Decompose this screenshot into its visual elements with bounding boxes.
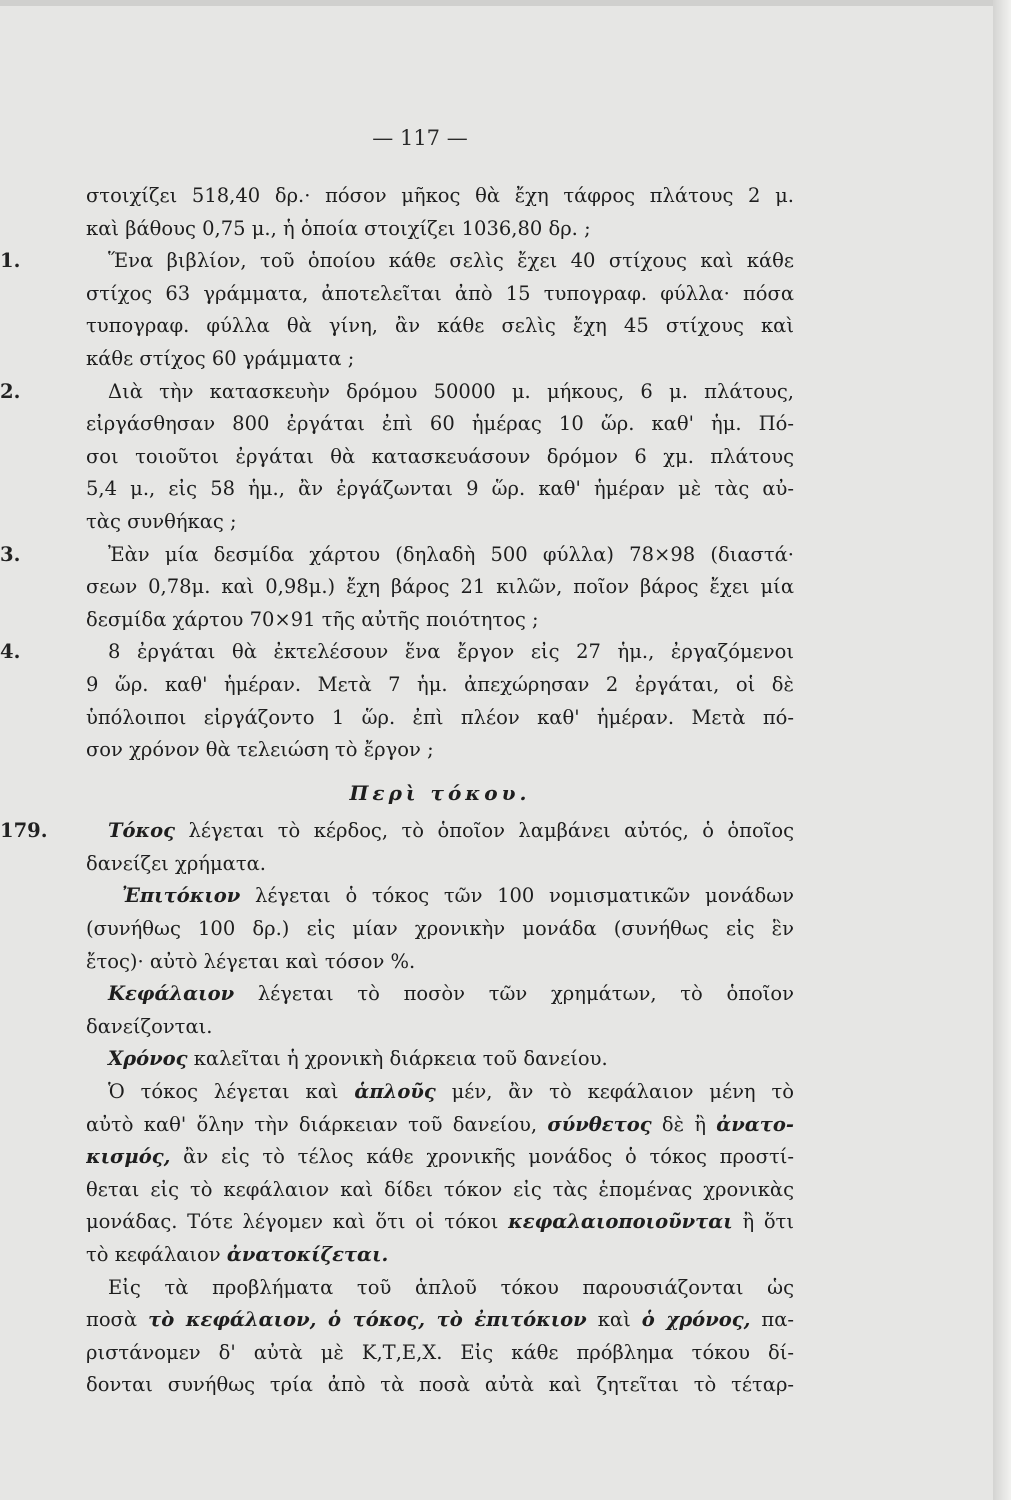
text-line: ὑπόλοιποι εἰργάζοντο 1 ὥρ. ἐπὶ πλέον καθ' ἡμέραν. Μετὰ πό- [86,705,794,729]
text-line [86,815,794,848]
text-line [86,978,794,1011]
text-line [86,1043,794,1076]
text-line: ριστάνομεν δ' αὐτὰ μὲ Κ,Τ,Ε,Χ. Εἰς κάθε πρόβλημα τόκου δί- [86,1340,794,1364]
text-span: δὲ ἢ [661,1112,706,1136]
text-line: τυπογραφ. φύλλα θὰ γίνη, ἂν κάθε σελὶς ἔχη 45 στίχους καὶ [86,314,794,338]
term-epitokion: Ἐπιτόκιον [122,884,241,908]
text-line: εἰργάσθησαν 800 ἐργάται ἐπὶ 60 ἡμέρας 10 ὥρ. καθ' ἡμ. Πό- [86,412,794,436]
term-chronos-inline: ὁ χρόνος, [641,1308,751,1332]
term-kefalaion: Κεφάλαιον [108,982,235,1006]
text-span: Ὁ τόκος λέγεται καὶ [108,1080,339,1104]
text-line: δονται συνήθως τρία ἀπὸ τὰ ποσὰ αὐτὰ καὶ ζητεῖται τὸ τέταρ- [86,1373,794,1397]
text-line: 8 ἐργάται θὰ ἐκτελέσουν ἕνα ἔργον εἰς 27 ἡμ., ἐργαζόμενοι [108,640,794,664]
term-tokos: Τόκος [108,819,176,843]
term-anatokismos: ἀνατο- [716,1112,794,1136]
problem-number: 2. [0,379,21,403]
text-line: (συνήθως 100 δρ.) εἰς μίαν χρονικὴν μονάδα (συνήθως εἰς ἓν [86,917,794,941]
term-aplous: ἁπλοῦς [354,1080,436,1104]
text-line [86,1206,794,1239]
text-line: σον χρόνον θὰ τελειώση τὸ ἔργον ; [86,738,434,762]
page-right-edge [993,0,1011,1500]
term-anatokizetai: ἀνατοκίζεται. [226,1243,389,1266]
text-line: καὶ βάθους 0,75 μ., ἡ ὁποία στοιχίζει 1036,80 δρ. ; [86,216,591,240]
text-line: 5,4 μ., εἰς 58 ἡμ., ἂν ἐργάζωνται 9 ὥρ. καθ' ἡμέραν μὲ τὰς αὐ- [86,477,794,501]
term-kefalaiopoiountai: κεφαλαιοποιοῦνται [508,1210,733,1234]
text-line [86,1304,794,1337]
text-span: μέν, ἂν τὸ κεφάλαιον μένη τὸ [451,1080,794,1104]
text-line [86,1239,794,1272]
text-line: δανείζει χρήματα. [86,851,266,875]
text-line: Διὰ τὴν κατασκευὴν δρόμου 50000 μ. μήκους, 6 μ. πλάτους, [108,379,794,403]
problem-1 [0,245,794,375]
problem-2 [0,376,794,539]
term-synthetos: σύνθετος [547,1112,652,1136]
problem-3 [0,539,794,637]
text-line: Ἕνα βιβλίον, τοῦ ὁποίου κάθε σελὶς ἔχει 40 στίχους καὶ κάθε [108,249,794,273]
text-line: κάθε στίχος 60 γράμματα ; [86,346,355,370]
text-line: δανείζονται. [86,1014,213,1038]
term-anatokismos-cont: κισμός, [86,1145,171,1169]
page-number: — 117 — [372,126,468,150]
text-span: ποσὰ [86,1308,138,1332]
text-span: μονάδας. Τότε λέγομεν καὶ ὅτι οἱ τόκοι [86,1210,499,1234]
text-span: πα- [761,1308,794,1332]
text-line: τὰς συνθήκας ; [86,509,237,533]
section-heading: Περὶ τόκου. [349,780,531,805]
page-content [0,180,794,1402]
problem-number: 3. [0,542,21,566]
text-span: καλεῖται ἡ χρονικὴ διάρκεια τοῦ δανείου. [193,1047,608,1071]
text-line: Εἰς τὰ προβλήματα τοῦ ἁπλοῦ τόκου παρουσιάζονται ὡς [108,1275,794,1299]
page-top-edge [0,0,1011,6]
text-line [86,1076,794,1109]
text-span: ἢ ὅτι [742,1210,794,1234]
text-span: καὶ [597,1308,631,1332]
text-span: λέγεται τὸ κέρδος, τὸ ὁποῖον λαμβάνει αὐτός, ὁ ὁποῖος [188,819,794,843]
text-line: θεται εἰς τὸ κεφάλαιον καὶ δίδει τόκον εἰς τὰς ἑπομένας χρονικὰς [86,1177,794,1201]
text-line: σεων 0,78μ. καὶ 0,98μ.) ἔχη βάρος 21 κιλῶν, ποῖον βάρος ἔχει μία [86,575,794,599]
section-179 [0,815,794,1402]
text-line [86,1141,794,1174]
text-line [86,880,794,913]
term-quantities: τὸ κεφάλαιον, ὁ τόκος, τὸ ἐπιτόκιον [148,1308,587,1332]
text-line: στίχος 63 γράμματα, ἀποτελεῖται ἀπὸ 15 τυπογραφ. φύλλα· πόσα [86,281,794,305]
text-span: λέγεται τὸ ποσὸν τῶν χρημάτων, τὸ ὁποῖον [257,982,794,1006]
text-line: 9 ὥρ. καθ' ἡμέραν. Μετὰ 7 ἡμ. ἀπεχώρησαν 2 ἐργάται, οἱ δὲ [86,672,794,696]
text-line: Ἐὰν μία δεσμίδα χάρτου (δηλαδὴ 500 φύλλα) 78×98 (διαστά· [108,542,794,566]
text-line: στοιχίζει 518,40 δρ.· πόσον μῆκος θὰ ἔχη τάφρος πλάτους 2 μ. [86,184,794,207]
text-line: σοι τοιοῦτοι ἐργάται θὰ κατασκευάσουν δρόμον 6 χμ. πλάτους [86,444,794,468]
text-line [86,1109,794,1142]
text-span: αὐτὸ καθ' ὅλην τὴν διάρκειαν τοῦ δανείου, [86,1112,538,1136]
problem-number: 4. [0,640,21,664]
text-line: δεσμίδα χάρτου 70×91 τῆς αὐτῆς ποιότητος ; [86,607,539,631]
problem-number: 1. [0,249,21,273]
section-number: 179. [0,819,48,843]
text-span: ἂν εἰς τὸ τέλος κάθε χρονικῆς μονάδος ὁ τόκος προστί- [183,1145,794,1169]
text-span: λέγεται ὁ τόκος τῶν 100 νομισματικῶν μονάδων [254,884,794,908]
term-chronos: Χρόνος [108,1047,188,1071]
problem-4 [0,636,794,766]
text-line: ἔτος)· αὐτὸ λέγεται καὶ τόσον %. [86,949,416,973]
text-span: τὸ κεφάλαιον [86,1243,221,1266]
